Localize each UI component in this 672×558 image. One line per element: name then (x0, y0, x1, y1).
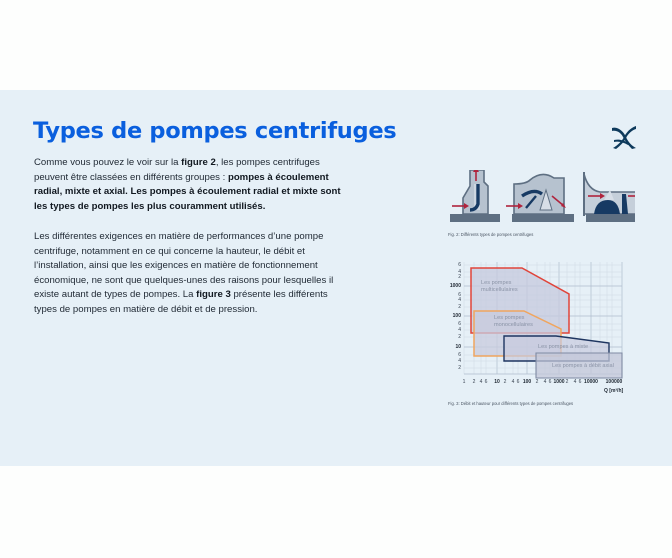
y-tick-label: 4 (458, 297, 461, 303)
y-tick-label: 2 (458, 365, 461, 371)
x-tick-label: 6 (548, 379, 552, 385)
intro-paragraph (34, 156, 349, 214)
x-axis-unit: Q [m³/h] (604, 388, 624, 394)
text: Comme vous pouvez le voir sur la (34, 157, 182, 168)
y-tick-label: 6 (458, 262, 461, 268)
company-logo-icon (610, 124, 638, 150)
y-tick-label: 6 (458, 352, 461, 358)
y-tick-label: 10 (455, 344, 461, 350)
text: présente les différents types de pompes en matière de débit et de pression. (34, 289, 328, 315)
x-tick-label: 100 (522, 379, 532, 385)
x-tick-label: 2 (503, 379, 507, 385)
x-tick-label: 6 (516, 379, 520, 385)
x-tick-label: 4 (511, 379, 515, 385)
x-tick-label: 100000 (605, 379, 623, 385)
x-tick-label: 4 (543, 379, 547, 385)
figure-3-caption: Fig. 3: Débit et hauteur pour différents types de pompes centrifuges (448, 401, 574, 406)
mixed-flow-label: Les pompes à mixte (538, 344, 589, 350)
requirements-paragraph (34, 230, 349, 318)
y-tick-label: 1000 (449, 283, 461, 289)
y-tick-label: 4 (458, 269, 461, 275)
figure-3-reference: figure 3 (196, 289, 231, 301)
pump-groups-emphasis: pompes à écoulement radial, mixte et axial. Les pompes à écoulement radial et mixte sont les types de pompes les plus couramment utilisés. (34, 171, 341, 212)
monocellular-label: Les pompes monocellulaires (494, 315, 533, 328)
x-tick-label: 10 (494, 379, 500, 385)
x-tick-label: 2 (472, 379, 476, 385)
x-tick-label: 6 (578, 379, 582, 385)
axial-flow-label: Les pompes à débit axial (552, 363, 614, 369)
figure-2-reference: figure 2 (181, 157, 216, 168)
y-tick-label: 4 (458, 327, 461, 333)
y-tick-label: 4 (458, 358, 461, 364)
x-tick-label: 2 (535, 379, 539, 385)
page-title: Types de pompes centrifuges (33, 118, 397, 144)
y-tick-label: 6 (458, 321, 461, 327)
y-tick-label: 100 (452, 313, 461, 319)
x-tick-label: 10000 (584, 379, 598, 385)
y-tick-label: 2 (458, 334, 461, 340)
axial-flow-pump-illustration (584, 172, 635, 222)
text: Les différentes exigences en matière de performances d’une pompe centrifuge, notamment en ce qui concerne la hauteur, le débit et l’installation, ainsi que les exigences en matière de fonctionnement économique, ne sont que quelques-unes des raisons pour lesquelles il existe autant de types de pompes. La (34, 231, 334, 301)
multicellular-label: Les pompes multicellulaires (481, 280, 518, 293)
y-tick-label: 6 (458, 292, 461, 298)
mixed-flow-pump-illustration (506, 174, 574, 222)
figure-2-caption: Fig. 2: Différents types de pompes centrifuges (448, 232, 534, 237)
text: , les pompes centrifuges peuvent être classées en différents groupes : (34, 157, 320, 183)
x-tick-label: 6 (484, 379, 488, 385)
x-tick-label: 2 (565, 379, 569, 385)
radial-flow-pump-illustration (450, 170, 500, 222)
y-tick-label: 2 (458, 274, 461, 280)
y-tick-label: 2 (458, 304, 461, 310)
x-tick-label: 1000 (553, 379, 565, 385)
x-tick-label: 4 (573, 379, 577, 385)
pump-types-illustration (450, 170, 635, 225)
x-tick-label: 4 (479, 379, 483, 385)
x-tick-label: 1 (462, 379, 466, 385)
